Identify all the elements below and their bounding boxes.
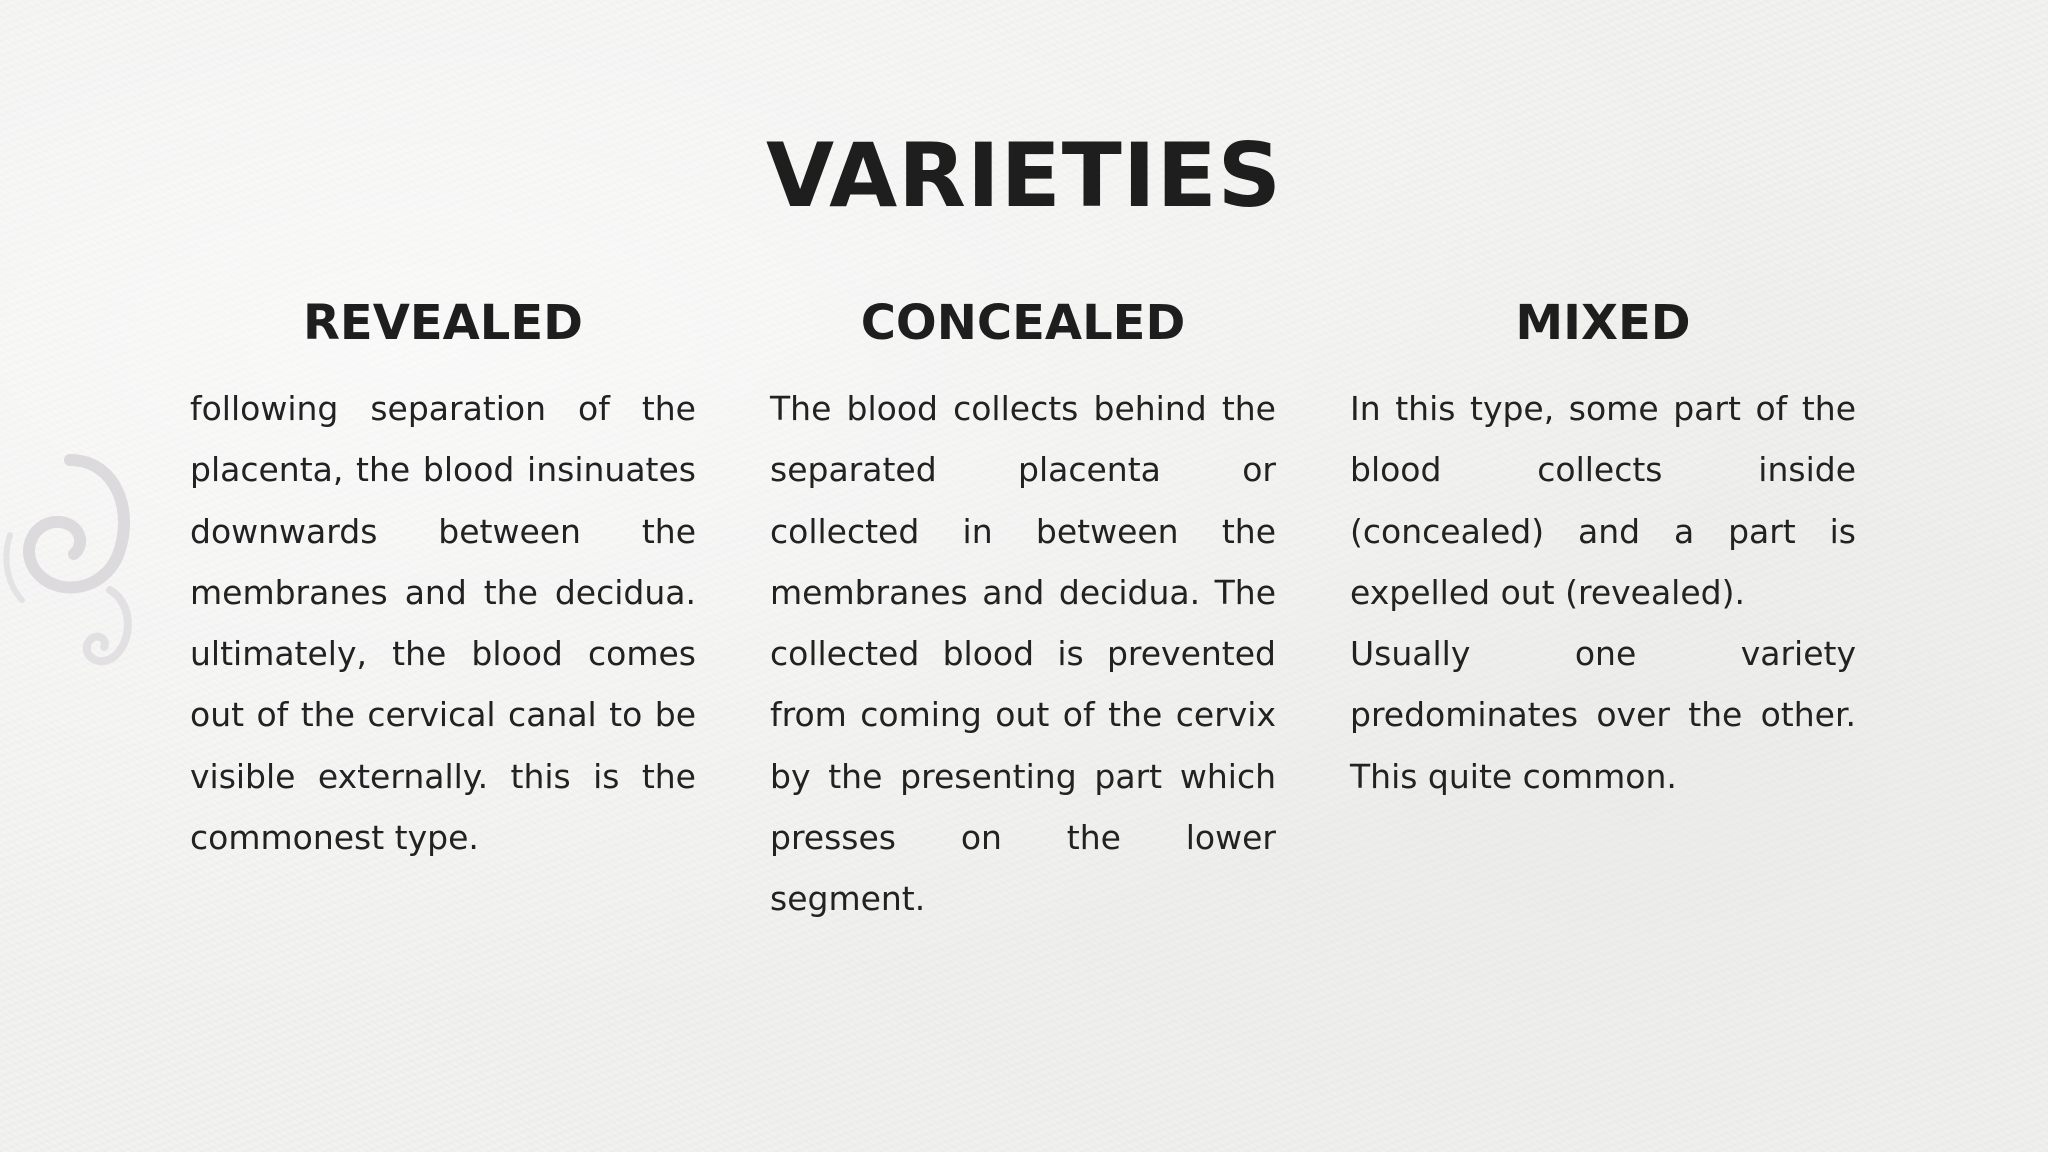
column-heading-mixed: MIXED (1515, 295, 1691, 351)
column-heading-concealed: CONCEALED (860, 295, 1186, 351)
column-revealed (190, 290, 696, 868)
page-title: VARIETIES (765, 124, 1283, 227)
column-body-mixed-2: Usually one variety predominates over the other. This quite common. (1350, 634, 1856, 796)
column-concealed (770, 290, 1276, 930)
column-body-mixed-1: In this type, some part of the blood collects inside (concealed) and a part is expelled out (revealed). (1350, 389, 1856, 612)
decorative-swirl-icon (0, 440, 150, 690)
column-heading-revealed: REVEALED (302, 295, 584, 351)
column-mixed (1350, 290, 1856, 807)
column-body-revealed: following separation of the placenta, the blood insinuates downwards between the membranes and the decidua. ultimately, the blood comes out of the cervical canal to be visible externally. this is the commonest type. (190, 389, 696, 858)
column-body-concealed: The blood collects behind the separated placenta or collected in between the membranes and decidua. The collected blood is prevented from coming out of the cervix by the presenting part which presses on the lower segment. (770, 389, 1276, 919)
